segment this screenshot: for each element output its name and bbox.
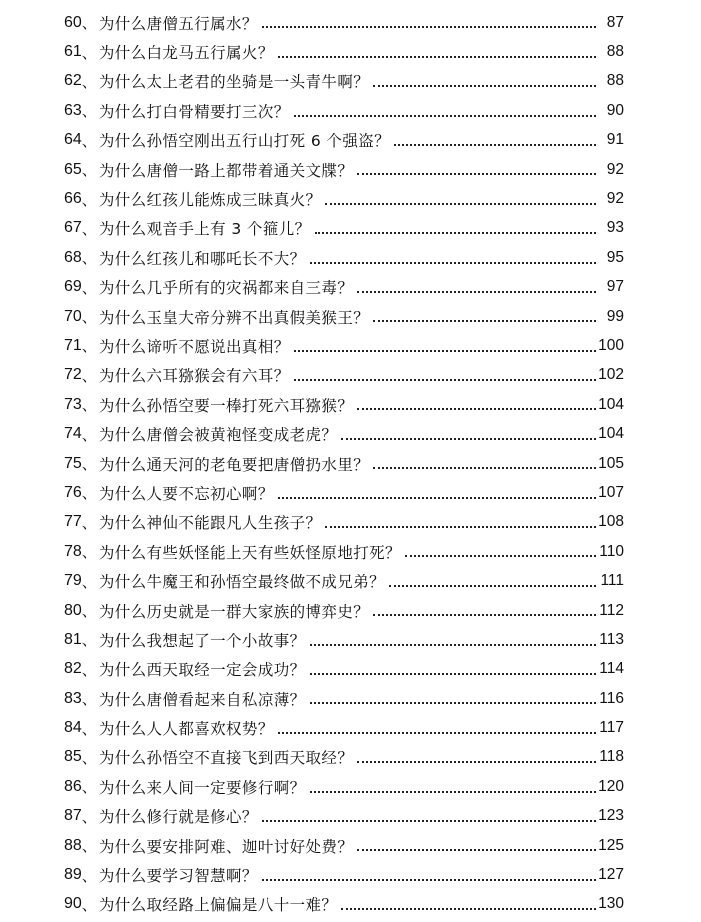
entry-separator: 、 xyxy=(81,895,97,914)
entry-separator: 、 xyxy=(81,455,97,474)
dot-leader xyxy=(357,290,596,293)
entry-separator: 、 xyxy=(81,543,97,562)
entry-title: 为什么六耳猕猴会有六耳？ xyxy=(98,367,290,386)
entry-number: 76 xyxy=(64,483,82,501)
toc-entry[interactable] xyxy=(64,655,624,684)
entry-number: 78 xyxy=(64,542,82,560)
dot-leader xyxy=(294,114,596,117)
entry-separator: 、 xyxy=(81,572,97,591)
page-number: 107 xyxy=(598,483,624,501)
entry-title: 为什么我想起了一个小故事？ xyxy=(98,631,306,650)
entry-number: 60 xyxy=(64,13,82,31)
entry-separator: 、 xyxy=(81,249,97,268)
toc-entry[interactable] xyxy=(64,566,624,595)
dot-leader xyxy=(373,84,596,87)
toc-entry[interactable] xyxy=(64,390,624,419)
entry-number: 83 xyxy=(64,689,82,707)
entry-number: 90 xyxy=(64,895,82,913)
dot-leader xyxy=(357,407,596,410)
page-number: 120 xyxy=(598,777,624,795)
entry-title: 为什么唐僧一路上都带着通关文牒？ xyxy=(98,161,354,180)
dot-leader xyxy=(278,496,596,499)
entry-separator: 、 xyxy=(81,308,97,327)
entry-number: 63 xyxy=(64,101,82,119)
toc-entry[interactable] xyxy=(64,273,624,302)
entry-title: 为什么来人间一定要修行啊？ xyxy=(98,778,306,797)
toc-entry[interactable] xyxy=(64,37,624,66)
dot-leader xyxy=(394,143,596,146)
entry-separator: 、 xyxy=(81,396,97,415)
toc-entry[interactable] xyxy=(64,478,624,507)
entry-separator: 、 xyxy=(81,278,97,297)
page-number: 99 xyxy=(606,307,624,325)
page-number: 114 xyxy=(599,660,624,678)
entry-title: 为什么唐僧看起来自私凉薄？ xyxy=(98,690,306,709)
entry-title: 为什么历史就是一群大家族的博弈史？ xyxy=(98,602,370,621)
toc-entry[interactable] xyxy=(64,537,624,566)
entry-number: 71 xyxy=(64,336,82,354)
entry-separator: 、 xyxy=(81,866,97,885)
entry-number: 85 xyxy=(64,748,82,766)
page-number: 123 xyxy=(598,807,624,825)
page-number: 91 xyxy=(606,131,624,149)
entry-title: 为什么打白骨精要打三次？ xyxy=(98,102,290,121)
toc-entry[interactable] xyxy=(64,860,624,889)
entry-title: 为什么红孩儿能炼成三昧真火？ xyxy=(98,191,322,210)
toc-entry[interactable] xyxy=(64,625,624,654)
page-number: 100 xyxy=(598,336,624,354)
entry-number: 67 xyxy=(64,219,82,237)
page-number: 97 xyxy=(606,278,624,296)
entry-separator: 、 xyxy=(81,602,97,620)
entry-separator: 、 xyxy=(81,748,97,767)
entry-title: 为什么唐僧五行属水？ xyxy=(98,14,258,33)
entry-number: 75 xyxy=(64,454,82,472)
entry-title: 为什么修行就是修心？ xyxy=(98,808,258,827)
entry-number: 70 xyxy=(64,307,82,325)
page-number: 130 xyxy=(598,895,624,913)
entry-number: 73 xyxy=(64,395,82,413)
entry-number: 87 xyxy=(64,807,82,825)
entry-separator: 、 xyxy=(81,778,97,797)
table-of-contents xyxy=(64,0,624,919)
entry-separator: 、 xyxy=(81,484,97,503)
entry-separator: 、 xyxy=(81,43,97,62)
toc-entry[interactable] xyxy=(64,96,624,125)
page-number: 125 xyxy=(598,836,624,854)
dot-leader xyxy=(373,613,596,616)
page-number: 92 xyxy=(606,190,624,208)
toc-entry[interactable] xyxy=(64,419,624,448)
entry-separator: 、 xyxy=(81,837,97,856)
toc-entry[interactable] xyxy=(64,831,624,860)
entry-title: 为什么牛魔王和孙悟空最终做不成兄弟？ xyxy=(98,573,386,592)
entry-title: 为什么人要不忘初心啊？ xyxy=(98,484,274,503)
dot-leader xyxy=(262,25,596,28)
toc-entry[interactable] xyxy=(64,302,624,331)
entry-title: 为什么红孩儿和哪吒长不大？ xyxy=(98,249,306,268)
entry-number: 74 xyxy=(64,425,82,443)
page-number: 105 xyxy=(598,454,624,472)
dot-leader xyxy=(310,643,596,646)
entry-separator: 、 xyxy=(81,72,97,91)
entry-title: 为什么几乎所有的灾祸都来自三毒？ xyxy=(98,279,354,298)
toc-entry[interactable] xyxy=(64,802,624,831)
toc-entry[interactable] xyxy=(64,155,624,184)
entry-separator: 、 xyxy=(81,807,97,826)
dot-leader xyxy=(389,584,596,587)
page-number: 113 xyxy=(599,630,624,648)
dot-leader xyxy=(325,202,596,205)
toc-entry[interactable] xyxy=(64,743,624,772)
entry-title: 为什么太上老君的坐骑是一头青牛啊？ xyxy=(98,73,370,92)
dot-leader xyxy=(315,231,596,234)
dot-leader xyxy=(341,907,596,910)
entry-number: 88 xyxy=(64,836,82,854)
page-number: 95 xyxy=(606,248,624,266)
entry-number: 79 xyxy=(64,572,82,590)
dot-leader xyxy=(373,466,596,469)
entry-number: 82 xyxy=(64,660,82,678)
page-number: 127 xyxy=(598,866,624,884)
toc-entry[interactable] xyxy=(64,449,624,478)
entry-number: 65 xyxy=(64,160,82,178)
entry-title: 为什么孙悟空不直接飞到西天取经？ xyxy=(98,749,354,768)
entry-separator: 、 xyxy=(81,337,97,356)
entry-separator: 、 xyxy=(81,425,97,444)
dot-leader xyxy=(310,261,596,264)
entry-title: 为什么西天取经一定会成功？ xyxy=(98,661,306,680)
toc-entry[interactable] xyxy=(64,214,624,243)
dot-leader xyxy=(357,172,596,175)
entry-separator: 、 xyxy=(81,14,97,33)
page-number: 111 xyxy=(600,572,624,590)
entry-number: 81 xyxy=(64,630,82,648)
dot-leader xyxy=(405,554,596,557)
entry-separator: 、 xyxy=(81,513,97,532)
page-number: 110 xyxy=(599,542,624,560)
entry-title: 为什么要安排阿难、迦叶讨好处费？ xyxy=(98,837,354,856)
page-number: 104 xyxy=(598,425,624,443)
entry-title: 为什么孙悟空刚出五行山打死 6 个强盗？ xyxy=(98,132,391,151)
page-number: 108 xyxy=(598,513,624,531)
page-number: 87 xyxy=(606,13,624,31)
toc-entry[interactable] xyxy=(64,243,624,272)
dot-leader xyxy=(294,349,596,352)
entry-number: 66 xyxy=(64,190,82,208)
dot-leader xyxy=(310,672,596,675)
dot-leader xyxy=(310,701,596,704)
toc-entry[interactable] xyxy=(64,684,624,713)
entry-separator: 、 xyxy=(81,631,97,650)
page-number: 116 xyxy=(599,689,624,707)
toc-entry[interactable] xyxy=(64,361,624,390)
entry-separator: 、 xyxy=(81,719,97,738)
entry-title: 为什么谛听不愿说出真相？ xyxy=(98,337,290,356)
dot-leader xyxy=(325,525,596,528)
page-number: 104 xyxy=(598,395,624,413)
entry-number: 68 xyxy=(64,248,82,266)
dot-leader xyxy=(294,378,596,381)
dot-leader xyxy=(310,790,596,793)
entry-number: 86 xyxy=(64,777,82,795)
page-number: 112 xyxy=(599,601,624,619)
page-number: 118 xyxy=(599,748,624,766)
entry-separator: 、 xyxy=(81,660,97,679)
entry-title: 为什么通天河的老龟要把唐僧扔水里？ xyxy=(98,455,370,474)
dot-leader xyxy=(262,878,596,881)
dot-leader xyxy=(278,55,596,58)
entry-title: 为什么白龙马五行属火？ xyxy=(98,44,274,63)
entry-separator: 、 xyxy=(81,161,97,180)
entry-number: 69 xyxy=(64,278,82,296)
entry-number: 72 xyxy=(64,366,82,384)
page-number: 117 xyxy=(599,719,624,737)
toc-entry[interactable] xyxy=(64,890,624,919)
entry-title: 为什么观音手上有 3 个箍儿？ xyxy=(98,220,311,239)
entry-separator: 、 xyxy=(81,190,97,209)
toc-entry[interactable] xyxy=(64,713,624,742)
entry-number: 77 xyxy=(64,513,82,531)
toc-entry[interactable] xyxy=(64,184,624,213)
entry-title: 为什么唐僧会被黄袍怪变成老虎？ xyxy=(98,426,338,445)
page-number: 92 xyxy=(606,160,624,178)
dot-leader xyxy=(357,848,596,851)
dot-leader xyxy=(262,819,596,822)
dot-leader xyxy=(357,760,596,763)
entry-number: 61 xyxy=(64,43,82,61)
toc-entry[interactable] xyxy=(64,8,624,37)
entry-title: 为什么玉皇大帝分辨不出真假美猴王？ xyxy=(98,308,370,327)
entry-separator: 、 xyxy=(81,690,97,709)
entry-number: 89 xyxy=(64,866,82,884)
entry-separator: 、 xyxy=(81,131,97,150)
entry-number: 80 xyxy=(64,601,82,619)
entry-title: 为什么人人都喜欢权势？ xyxy=(98,720,274,739)
toc-entry[interactable] xyxy=(64,596,624,625)
page-number: 88 xyxy=(606,72,624,90)
entry-separator: 、 xyxy=(81,102,97,121)
entry-title: 为什么取经路上偏偏是八十一难？ xyxy=(98,896,338,915)
page-number: 90 xyxy=(606,101,624,119)
toc-entry[interactable] xyxy=(64,508,624,537)
toc-entry[interactable] xyxy=(64,67,624,96)
page-number: 93 xyxy=(606,219,624,237)
entry-separator: 、 xyxy=(81,219,97,238)
entry-number: 62 xyxy=(64,72,82,90)
dot-leader xyxy=(341,437,596,440)
entry-title: 为什么神仙不能跟凡人生孩子？ xyxy=(98,514,322,533)
entry-title: 为什么有些妖怪能上天有些妖怪原地打死？ xyxy=(98,543,401,562)
toc-entry[interactable] xyxy=(64,126,624,155)
toc-entry[interactable] xyxy=(64,772,624,801)
page-number: 102 xyxy=(598,366,624,384)
entry-number: 64 xyxy=(64,131,82,149)
entry-number: 84 xyxy=(64,719,82,737)
dot-leader xyxy=(278,731,596,734)
toc-entry[interactable] xyxy=(64,331,624,360)
entry-title: 为什么要学习智慧啊？ xyxy=(98,867,258,886)
entry-separator: 、 xyxy=(81,366,97,385)
dot-leader xyxy=(373,319,596,322)
page-number: 88 xyxy=(606,43,624,61)
entry-title: 为什么孙悟空要一棒打死六耳猕猴？ xyxy=(98,396,354,415)
